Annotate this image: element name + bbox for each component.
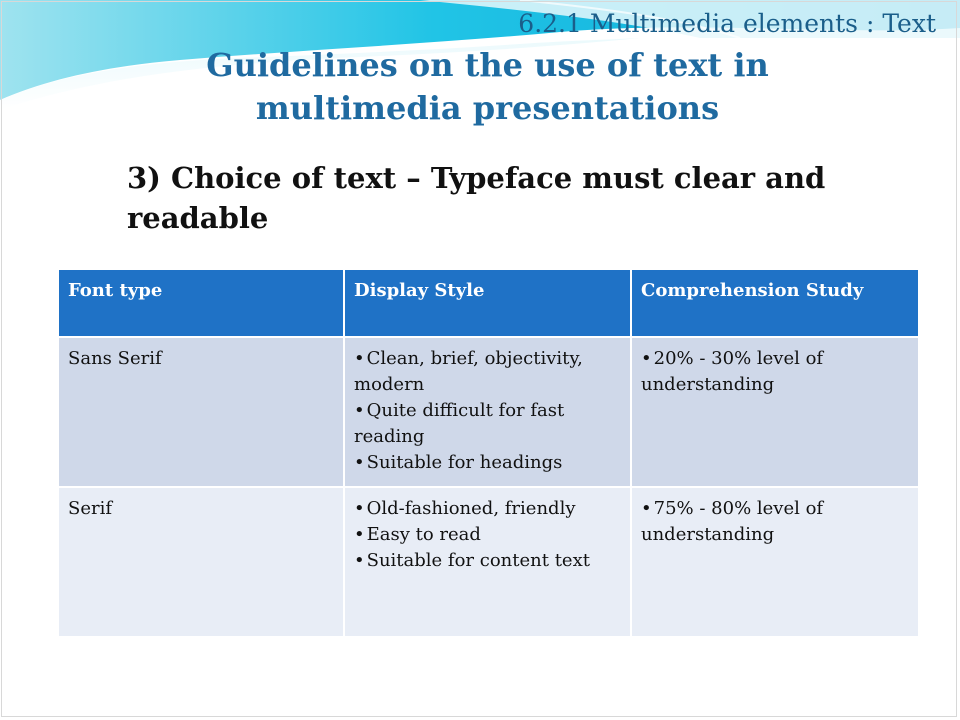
cell-font-type: Sans Serif [58, 337, 344, 487]
table-row [58, 487, 919, 637]
list-item: • Clean, brief, objectivity, modern [354, 346, 624, 398]
list-item: • Suitable for headings [354, 450, 624, 476]
comprehension-list [641, 496, 912, 548]
display-style-list [354, 346, 624, 476]
cell-font-type: Serif [58, 487, 344, 637]
cell-comprehension [631, 487, 919, 637]
font-comparison-table [57, 268, 920, 638]
table-row [58, 337, 919, 487]
display-style-list [354, 496, 624, 574]
column-header-font-type: Font type [58, 269, 344, 337]
page-title-line-2: multimedia presentations [255, 89, 720, 127]
column-header-comprehension: Comprehension Study [631, 269, 919, 337]
page-title [120, 44, 855, 130]
list-item: • Quite difficult for fast reading [354, 398, 624, 450]
cell-comprehension [631, 337, 919, 487]
list-item: • 20% - 30% level of understanding [641, 346, 912, 398]
list-item: • 75% - 80% level of understanding [641, 496, 912, 548]
page-title-line-1: Guidelines on the use of text in [206, 46, 769, 84]
column-header-display-style: Display Style [344, 269, 631, 337]
comprehension-list [641, 346, 912, 398]
list-item: • Old-fashioned, friendly [354, 496, 624, 522]
list-item: • Easy to read [354, 522, 624, 548]
table-header-row [58, 269, 919, 337]
topic-label: 6.2.1 Multimedia elements : Text [518, 9, 936, 38]
section-heading: 3) Choice of text – Typeface must clear and readable [127, 161, 826, 235]
cell-display-style [344, 337, 631, 487]
cell-display-style [344, 487, 631, 637]
list-item: • Suitable for content text [354, 548, 624, 574]
